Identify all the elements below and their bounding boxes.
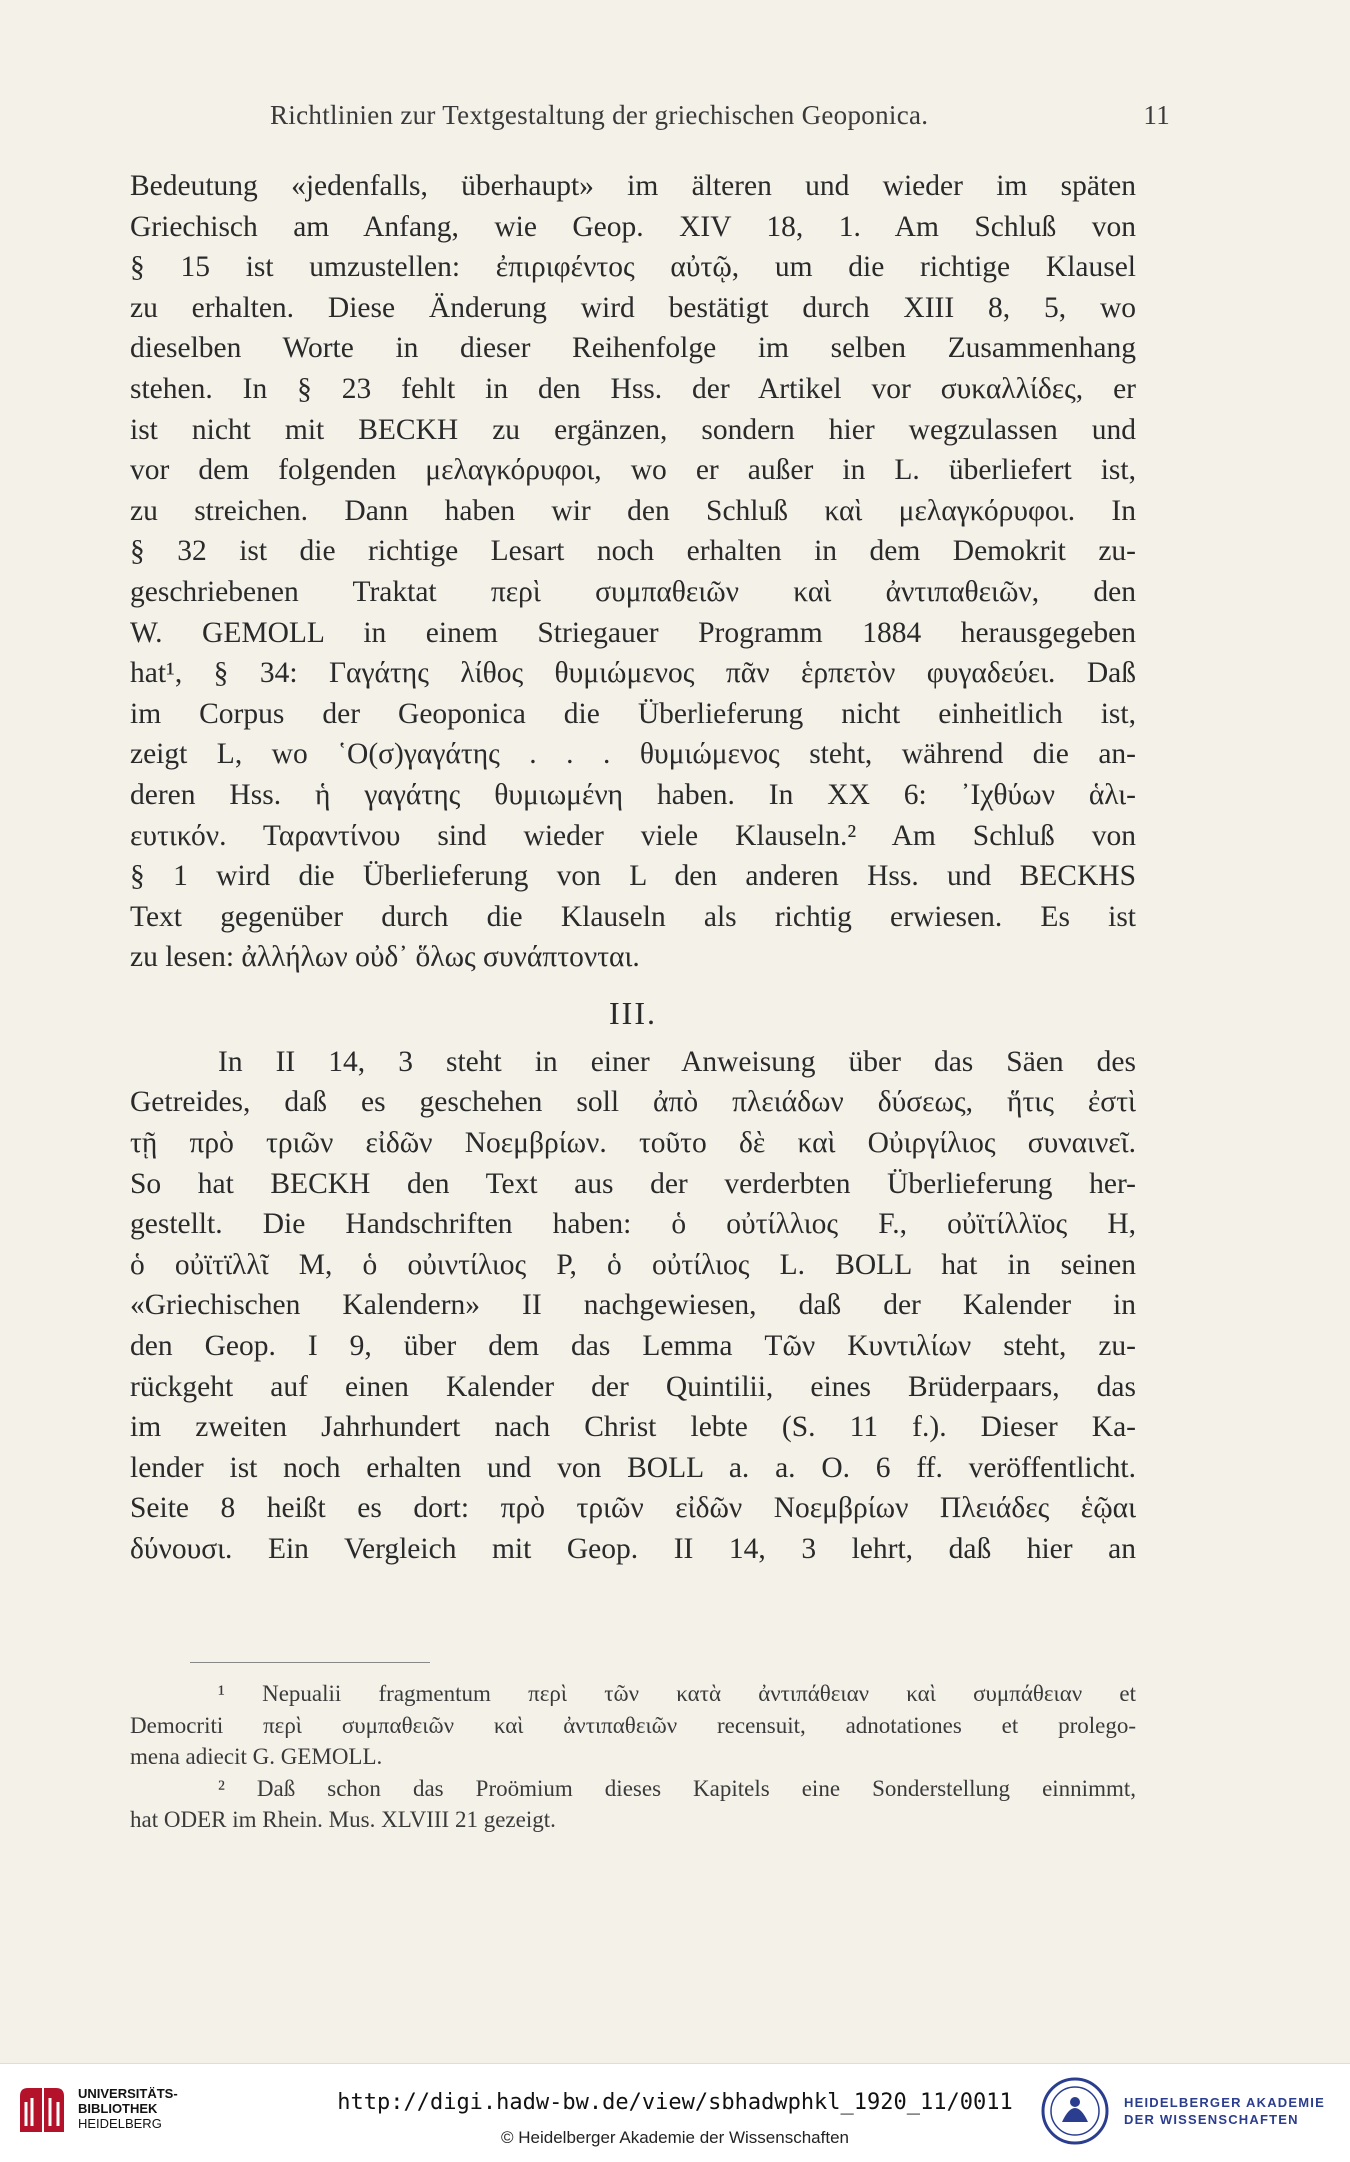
- footnote-1: [130, 1678, 1136, 1773]
- text-line: ist nicht mit BECKH zu ergänzen, sondern hier wegzulassen und: [130, 413, 1136, 446]
- body-text: [130, 166, 1136, 1570]
- viewer-footer: [0, 2063, 1350, 2162]
- text-line: geschriebenen Traktat περὶ συμπαθειῶν καὶ ἀντιπαθειῶν, den: [130, 575, 1136, 608]
- library-name-line: BIBLIOTHEK: [78, 2101, 158, 2116]
- text-line: lender ist noch erhalten und von BOLL a. a. O. 6 ff. veröffentlicht.: [130, 1451, 1136, 1484]
- text-line: zu streichen. Dann haben wir den Schluß καὶ μελαγκόρυφοι. In: [130, 494, 1136, 527]
- text-line: § 1 wird die Überlieferung von L den anderen Hss. und BECKHS: [130, 860, 1136, 893]
- text-line: im zweiten Jahrhundert nach Christ lebte (S. 11 f.). Dieser Ka-: [130, 1411, 1136, 1444]
- text-line: ευτικόν. Ταραντίνου sind wieder viele Klauseln.² Am Schluß von: [130, 819, 1136, 852]
- text-line: δύνουσι. Ein Vergleich mit Geop. II 14, 3 lehrt, daß hier an: [130, 1533, 1136, 1565]
- text-line: «Griechischen Kalendern» II nachgewiesen, daß der Kalender in: [130, 1289, 1136, 1322]
- footnote-2: [130, 1773, 1136, 1836]
- text-line: stehen. In § 23 fehlt in den Hss. der Artikel vor συκαλλίδες, er: [130, 372, 1136, 405]
- text-line: So hat BECKH den Text aus der verderbten Überlieferung her-: [130, 1167, 1136, 1200]
- text-line: hat¹, § 34: Γαγάτης λίθος θυμιώμενος πᾶν ἑρπετὸν φυγαδεύει. Daß: [130, 657, 1136, 690]
- text-line: Seite 8 heißt es dort: πρὸ τριῶν εἰδῶν Νοεμβρίων Πλειάδες ἑῷαι: [130, 1492, 1136, 1525]
- text-line: im Corpus der Geoponica die Überlieferung nicht einheitlich ist,: [130, 697, 1136, 730]
- footnote-line: Democriti περὶ συμπαθειῶν καὶ ἀντιπαθειῶν recensuit, adnotationes et prolego-: [130, 1712, 1136, 1738]
- text-line: zu erhalten. Diese Änderung wird bestätigt durch XIII 8, 5, wo: [130, 291, 1136, 324]
- text-line: In II 14, 3 steht in einer Anweisung über das Säen des: [218, 1045, 1136, 1078]
- footnote-line: ² Daß schon das Proömium dieses Kapitels eine Sonderstellung einnimmt,: [218, 1775, 1136, 1801]
- academy-name-line: DER WISSENSCHAFTEN: [1124, 2112, 1299, 2127]
- text-line: Griechisch am Anfang, wie Geop. XIV 18, 1. Am Schluß von: [130, 210, 1136, 243]
- library-name-line: HEIDELBERG: [78, 2116, 162, 2131]
- paragraph-1: [130, 166, 1136, 978]
- text-line: zu lesen: ἀλλήλων οὐδ᾿ ὅλως συνάπτονται.: [130, 941, 640, 974]
- academy-seal-icon[interactable]: [1040, 2076, 1110, 2146]
- text-line: rückgeht auf einen Kalender der Quintilii, eines Brüderpaars, das: [130, 1370, 1136, 1403]
- text-line: vor dem folgenden μελαγκόρυφοι, wo er außer in L. überliefert ist,: [130, 454, 1136, 487]
- text-line: ὁ οὐϊτϊλλῖ M, ὁ οὐιντίλιος P, ὁ οὐτίλιος L. BOLL hat in seinen: [130, 1248, 1136, 1281]
- footnote-divider: [190, 1662, 430, 1663]
- text-line: zeigt L, wo ῾Ο(σ)γαγάτης . . . θυμιώμενος steht, während die an-: [130, 738, 1136, 771]
- text-line: § 32 ist die richtige Lesart noch erhalten in dem Demokrit zu-: [130, 535, 1136, 568]
- paragraph-2: [130, 1042, 1136, 1570]
- section-heading: III.: [609, 994, 657, 1031]
- text-line: Getreides, daß es geschehen soll ἀπὸ πλειάδων δύσεως, ἥτις ἐστὶ: [130, 1086, 1136, 1119]
- footnotes: [130, 1678, 1136, 1836]
- footnote-line: ¹ Nepualii fragmentum περὶ τῶν κατὰ ἀντιπάθειαν καὶ συμπάθειαν et: [218, 1681, 1136, 1706]
- text-line: deren Hss. ἡ γαγάτης θυμιωμένη haben. In XX 6: ᾿Ιχθύων ἁλι-: [130, 778, 1136, 811]
- text-line: W. GEMOLL in einem Striegauer Programm 1884 herausgegeben: [130, 616, 1136, 649]
- text-line: den Geop. I 9, über dem das Lemma Τῶν Κυντιλίων steht, zu-: [130, 1330, 1136, 1363]
- page-number: 11: [1143, 100, 1170, 130]
- text-line: τῇ πρὸ τριῶν εἰδῶν Νοεμβρίων. τοῦτο δὲ καὶ Οὐιργίλιος συναινεῖ.: [130, 1127, 1136, 1160]
- footnote-line: mena adiecit G. GEMOLL.: [130, 1744, 383, 1769]
- academy-name: [1124, 2094, 1325, 2128]
- text-line: gestellt. Die Handschriften haben: ὁ οὐτίλλιος F., οὐϊτίλλϊος H,: [130, 1208, 1136, 1241]
- permalink-url[interactable]: http://digi.hadw-bw.de/view/sbhadwphkl_1920_11/0011: [337, 2090, 1013, 2115]
- academy-name-line: HEIDELBERGER AKADEMIE: [1124, 2095, 1325, 2110]
- text-line: Bedeutung «jedenfalls, überhaupt» im älteren und wieder im späten: [130, 170, 1136, 202]
- text-line: Text gegenüber durch die Klauseln als richtig erwiesen. Es ist: [130, 900, 1136, 933]
- copyright-notice: © Heidelberger Akademie der Wissenschaften: [501, 2128, 849, 2147]
- library-name-line: UNIVERSITÄTS-: [78, 2086, 178, 2101]
- text-line: § 15 ist umzustellen: ἐπιριφέντος αὐτῷ, um die richtige Klausel: [130, 251, 1136, 284]
- running-title: Richtlinien zur Textgestaltung der griechischen Geoponica.: [270, 100, 929, 130]
- text-line: dieselben Worte in dieser Reihenfolge im selben Zusammenhang: [130, 332, 1136, 365]
- footnote-line: hat ODER im Rhein. Mus. XLVIII 21 gezeigt.: [130, 1807, 556, 1832]
